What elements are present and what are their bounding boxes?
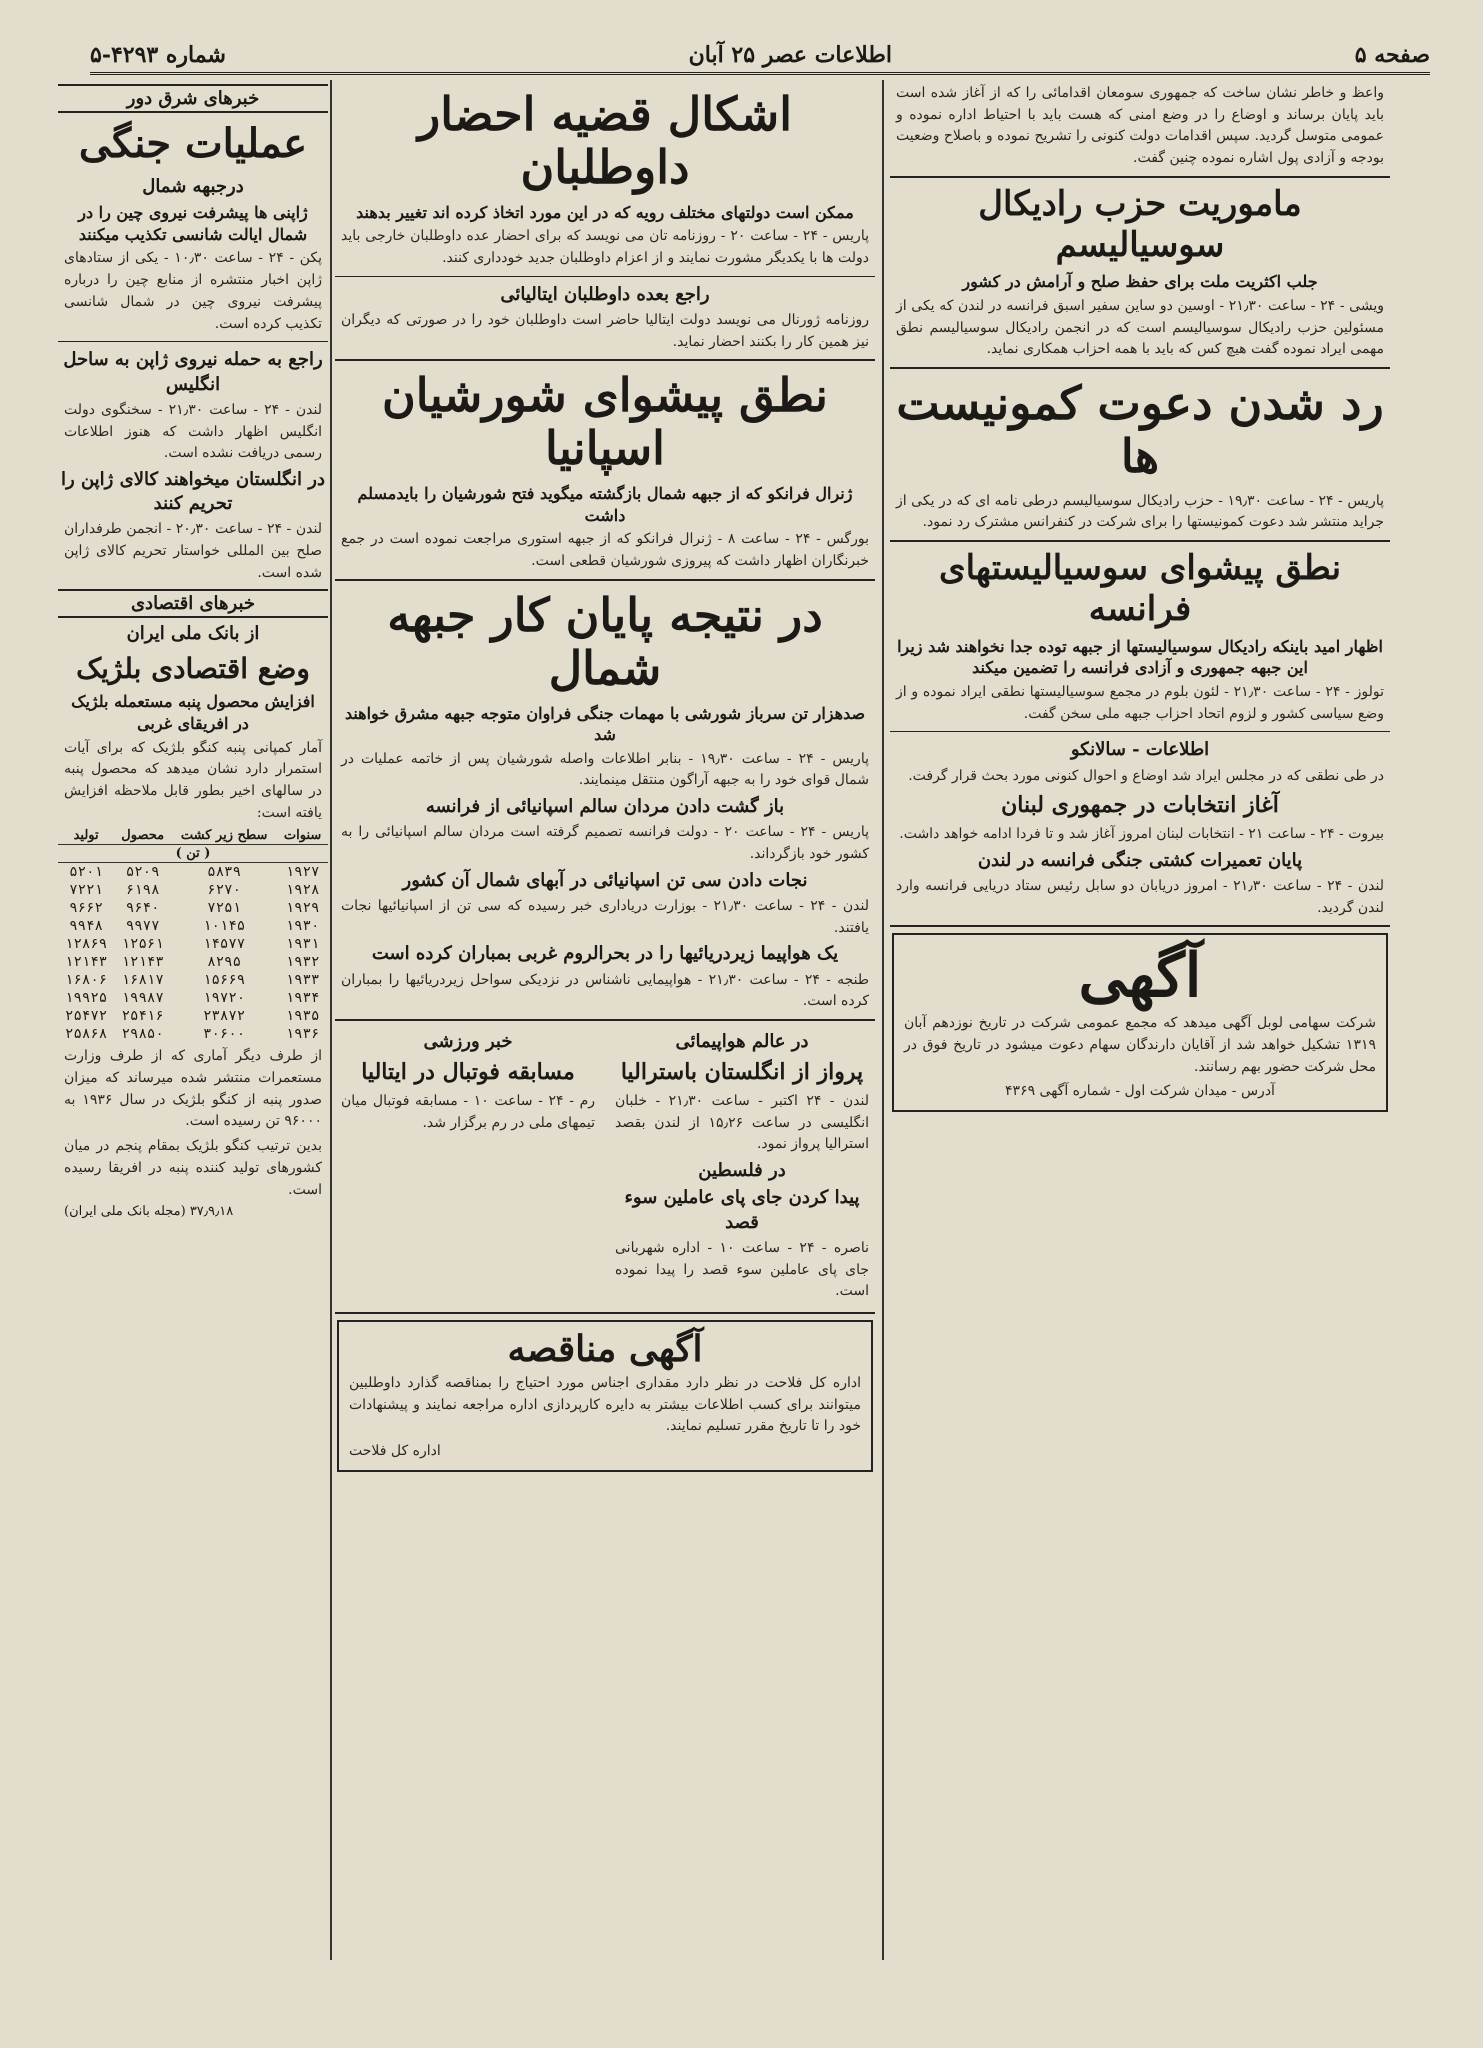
article-text: پاریس - ۲۴ - ساعت ۲۰ - دولت فرانسه تصمیم گرفته است مردان سالم اسپانیائی را به کشور خود بازگرداند. <box>341 824 869 863</box>
section-far-east: خبرهای شرق دور <box>58 84 328 113</box>
table-row: ۱۹۳۰ ۱۰۱۴۵ ۹۹۷۷ ۹۹۴۸ <box>69 918 320 935</box>
headline-rebel-leader: نطق پیشوای شورشیان اسپانیا <box>382 368 828 476</box>
ad-footer: آدرس - میدان شرکت اول - شماره آگهی ۴۳۶۹ <box>1005 1083 1275 1100</box>
column-left <box>58 80 328 1980</box>
headline-communist-invitation: رد شدن دعوت کمونیست ها <box>896 376 1384 483</box>
headline-boycott: در انگلستان میخواهند کالای ژاپن را تحریم کنند <box>60 468 325 515</box>
column-middle <box>335 80 875 1980</box>
tender-text: اداره کل فلاحت در نظر دارد مقداری اجناس مورد احتیاج را بمناقصه گذارد داوطلبین میتوانند برای کسب اطلاعات بیشتر به دایره کارپردازی اداره مراجعه نمایند و پیشنهادات خود را تا تاریخ مقرر تسلیم نمایند. <box>349 1375 861 1435</box>
article-text: پاریس - ۲۴ - ساعت ۱۹٫۳۰ - حزب رادیکال سوسیالیسم درطی نامه ای که در یکی از جراید منتشر شد دعوت کمونیستها را برای شرکت در کنفرانس مشترک رد نمود. <box>896 492 1384 531</box>
ad-title: آگهی <box>1078 941 1202 1012</box>
headline-football: مسابقه فوتبال در ایتالیا <box>361 1059 575 1086</box>
column-rule-1 <box>882 80 884 1960</box>
subhead: درجبهه شمال <box>142 176 244 197</box>
headline-japan-attack: راجع به حمله نیروی ژاپن به ساحل انگلیس <box>63 349 323 395</box>
article-text: از طرف دیگر آماری که از طرف وزارت مستعمرات منتشر شده میرساند که میزان صدور پنبه از کنگو بلژیک در سال ۱۹۳۶ به ۹۶۰۰۰ تن رسیده است. <box>64 1048 322 1130</box>
subhead: ژاپنی ها پیشرفت نیروی چین را در شمال ایالت شانسی تکذیب میکنند <box>78 203 308 244</box>
table-row: ۱۹۳۵ ۲۳۸۷۲ ۲۵۴۱۶ ۲۵۴۷۲ <box>65 1008 320 1025</box>
column-header: تولید <box>58 827 114 845</box>
column-right <box>890 80 1390 1980</box>
headline-rescue: نجات دادن سی تن اسپانیائی در آبهای شمال آن کشور <box>402 869 808 891</box>
subhead: صدهزار تن سرباز شورشی با مهمات جنگی فراوان متوجه جبهه مشرق خواهند شد <box>344 703 866 745</box>
article-text: ویشی - ۲۴ - ساعت ۲۱٫۳۰ - اوسین دو ساین سفیر اسبق فرانسه در لندن که یکی از مسئولین حزب رادیکال سوسیالیسم است که در انجمن رادیکال سوسیالیسم نطق مهمی ایراد نموده گفت هیچ کس که باید با همه احزاب همکاری نماید. <box>896 297 1384 358</box>
column-header: سطح زیر کشت <box>171 827 277 845</box>
article-text: لندن - ۲۴ - ساعت ۲۱٫۳۰ - بوزارت دریاداری خبر رسیده که سی تن از اسپانیائیها نجات یافتند. <box>341 898 869 936</box>
issue-number: شماره ۴۲۹۳-۵ <box>90 42 226 68</box>
table-unit: ( تن ) <box>58 845 328 863</box>
tag-palestine: در فلسطین <box>698 1160 786 1182</box>
headline-footprints: پیدا کردن جای پای عاملین سوء قصد <box>624 1187 860 1233</box>
news-title: اطلاعات - سالانکو <box>1070 739 1210 761</box>
paper-name: اطلاعات عصر ۲۵ آبان <box>688 42 892 68</box>
article-text: ناصره - ۲۴ - ساعت ۱۰ - اداره شهربانی جای پای عاملین سوء قصد را پیدا نموده است. <box>615 1239 869 1300</box>
section-economic: خبرهای اقتصادی <box>58 589 328 618</box>
column-header: محصول <box>114 827 171 845</box>
article-text: روزنامه ژورنال می نویسد دولت ایتالیا حاضر است داوطلبان خود را در صورتی که دیگران نیز همین کار را بکنند احضار نماید. <box>341 312 869 350</box>
source-footer: (مجله بانک ملی ایران) ۳۷٫۹٫۱۸ <box>64 1204 234 1220</box>
subhead: ممکن است دولتهای مختلف رویه که در این مورد اتخاذ کرده اند تغییر بدهند <box>356 202 854 222</box>
table-row: ۱۹۳۲ ۸۲۹۵ ۱۲۱۴۳ ۱۲۱۴۳ <box>65 954 320 971</box>
tender-footer: اداره کل فلاحت <box>349 1443 441 1460</box>
article-text: واعظ و خاطر نشان ساخت که جمهوری سومعان اقدامائی را که از آغاز شده است باید پایان برساند و اوضاع را در وضع امنی که هست باید با احتیاط اداره نموده و عمومی متوسل گردید. سپس اقدامات دولت کنونی را تشریح نموده و باصلاح وضعیت بودجه و آزادی پول اشاره نموده چنین گفت. <box>896 85 1384 167</box>
article-text: بیروت - ۲۴ - ساعت ۲۱ - انتخابات لبنان امروز آغاز شد و تا فردا ادامه خواهد داشت. <box>899 825 1384 842</box>
headline-belgium: وضع اقتصادی بلژیک <box>76 651 310 685</box>
article-text: بدین ترتیب کنگو بلژیک بمقام پنجم در میان کشورهای تولید کننده پنبه در افریقا رسیده است. <box>64 1138 322 1198</box>
headline-return-spaniards: باز گشت دادن مردان سالم اسپانیائی از فرانسه <box>425 796 785 818</box>
masthead <box>90 38 1430 75</box>
article-text: لندن - ۲۴ - ساعت ۲۱٫۳۰ - سخنگوی دولت انگلیس اظهار داشت که هنوز اطلاعات رسمی دریافت نشده است. <box>64 401 322 462</box>
table-row: ۱۹۳۳ ۱۵۶۶۹ ۱۶۸۱۷ ۱۶۸۰۶ <box>65 972 320 989</box>
tender-box <box>337 1320 873 1472</box>
article-text: رم - ۲۴ - ساعت ۱۰ - مسابقه فوتبال میان تیمهای ملی در رم برگزار شد. <box>341 1093 595 1131</box>
article-text: پکن - ۲۴ - ساعت ۱۰٫۳۰ - یکی از ستادهای ژاپن اخبار منتشره از منابع چین را درباره پیشرفت نیروی چین در شمال شانسی تکذیب کرده است. <box>64 250 323 332</box>
subhead: افزایش محصول پنبه مستعمله بلژیک در افریقای غربی <box>71 692 315 734</box>
subhead: جلب اکثریت ملت برای حفظ صلح و آرامش در کشور <box>962 272 1318 292</box>
article-text: تولوز - ۲۴ - ساعت ۲۱٫۳۰ - لئون بلوم در مجمع سوسیالیستها نطقی ایراد نموده و از وضع سیاسی کشور و لزوم اتحاد احزاب جبهه ملی سخن گفت. <box>896 683 1384 722</box>
headline-war-operations: عملیات جنگی <box>78 120 308 167</box>
table-header-row <box>58 827 328 845</box>
article-text: لندن - ۲۴ - ساعت ۲۰٫۳۰ - انجمن طرفداران صلح بین المللی خواستار تحریم کالای ژاپن شده است. <box>64 521 322 581</box>
headline-flight: پرواز از انگلستان باسترالیا <box>620 1059 864 1086</box>
article-text: پاریس - ۲۴ - ساعت ۱۹٫۳۰ - بنابر اطلاعات واصله شورشیان پس از خاتمه عملیات در شمال قوای خود را به جبهه آراگون منتقل مینمایند. <box>341 750 869 789</box>
tag-aviation: در عالم هواپیمائی <box>675 1031 809 1053</box>
table-row: ۱۹۳۱ ۱۴۵۷۷ ۱۲۵۶۱ ۱۲۸۶۹ <box>65 936 320 953</box>
article-text: لندن - ۲۴ اکتبر - ساعت ۲۱٫۳۰ - خلبان انگلیسی در ساعت ۱۵٫۲۶ از لندن بقصد استرالیا پرواز نمود. <box>615 1093 870 1153</box>
table-row: ۱۹۳۴ ۱۹۷۲۰ ۱۹۹۸۷ ۱۹۹۲۵ <box>65 990 320 1007</box>
column-header: سنوات <box>277 827 328 845</box>
table-row: ۱۹۲۸ ۶۲۷۰ ۶۱۹۸ ۷۲۲۱ <box>69 882 320 899</box>
article-text: طنجه - ۲۴ - ساعت ۲۱٫۳۰ - هواپیمایی ناشناس در نزدیکی سواحل زیردریائیها را بمباران کرده است. <box>341 971 869 1010</box>
tag-bank-melli: از بانک ملی ایران <box>126 622 260 644</box>
page-label: صفحه ۵ <box>1354 42 1430 68</box>
article-text: در طی نطقی که در مجلس ایراد شد اوضاع و احوال کنونی مورد بحث قرار گرفت. <box>908 767 1384 784</box>
ad-text: شرکت سهامی لوبل آگهی میدهد که مجمع عمومی شرکت در تاریخ نوزدهم آبان ۱۳۱۹ تشکیل خواهد شد از آقایان دارندگان سهام دعوت میشود در تاریخ فوق در محل شرکت حضور بهم رسانند. <box>904 1015 1376 1075</box>
article-text: آمار کمپانی پنبه کنگو بلژیک که برای آیات استمرار دارد نشان میدهد که محصول پنبه در سالهای اخیر بطور قابل ملاحظه افزایش یافته است: <box>64 739 322 821</box>
headline-french-ship: پایان تعمیرات کشتی جنگی فرانسه در لندن <box>977 849 1303 871</box>
headline-lebanon-elections: آغاز انتخابات در جمهوری لبنان <box>1001 792 1279 819</box>
headline-radical-socialism: ماموریت حزب رادیکال سوسیالیسم <box>978 183 1302 265</box>
column-rule-2 <box>330 80 332 1960</box>
tender-title: آگهی مناقصه <box>507 1328 703 1371</box>
advertisement-box <box>892 933 1388 1112</box>
table-row: ۱۹۲۷ ۵۸۳۹ ۵۲۰۹ ۵۲۰۱ <box>69 864 320 881</box>
headline-submarines: یک هواپیما زیردریائیها را در بحرالروم غربی بمباران کرده است <box>371 943 839 965</box>
cotton-table <box>58 827 328 1043</box>
tag-sports: خبر ورزشی <box>423 1031 513 1053</box>
headline-socialist-leader: نطق پیشوای سوسیالیستهای فرانسه <box>938 548 1342 629</box>
headline-volunteers: اشکال قضیه احضار داوطلبان <box>418 87 792 194</box>
table-row: ۱۹۳۶ ۳۰۶۰۰ ۲۹۸۵۰ ۲۵۸۶۸ <box>65 1026 320 1043</box>
subhead: ژنرال فرانکو که از جبهه شمال بازگشته میگوید فتح شورشیان را بایدمسلم داشت <box>357 484 853 525</box>
article-text: بورگس - ۲۴ - ساعت ۸ - ژنرال فرانکو که از جبهه استوری مراجعت نموده است در جمع خبرنگاران اظهار داشت که پیروزی شورشیان قطعی است. <box>341 531 869 570</box>
article-text: پاریس - ۲۴ - ساعت ۲۰ - روزنامه تان می نویسد که برای احضار عده داوطلبان خارجی باید دولت ها با یکدیگر مشورت نمایند و از اعزام داوطلبان جدید خودداری کنند. <box>341 228 869 267</box>
subhead: اظهار امید باینکه رادیکال سوسیالیستها از جبهه توده جدا نخواهند شد زیرا این جبهه جمهوری و آزادی فرانسه را تضمین میکند <box>897 636 1383 678</box>
headline-northern-front: در نتیجه پایان کار جبهه شمال <box>387 587 823 695</box>
headline-italian-volunteers: راجع بعده داوطلبان ایتالیائی <box>500 283 710 305</box>
table-row: ۱۹۲۹ ۷۲۵۱ ۹۶۴۰ ۹۶۶۲ <box>69 900 320 917</box>
article-text: لندن - ۲۴ - ساعت ۲۱٫۳۰ - امروز دریابان دو سابل رئیس ستاد دریایی فرانسه وارد لندن گردید. <box>896 877 1384 916</box>
